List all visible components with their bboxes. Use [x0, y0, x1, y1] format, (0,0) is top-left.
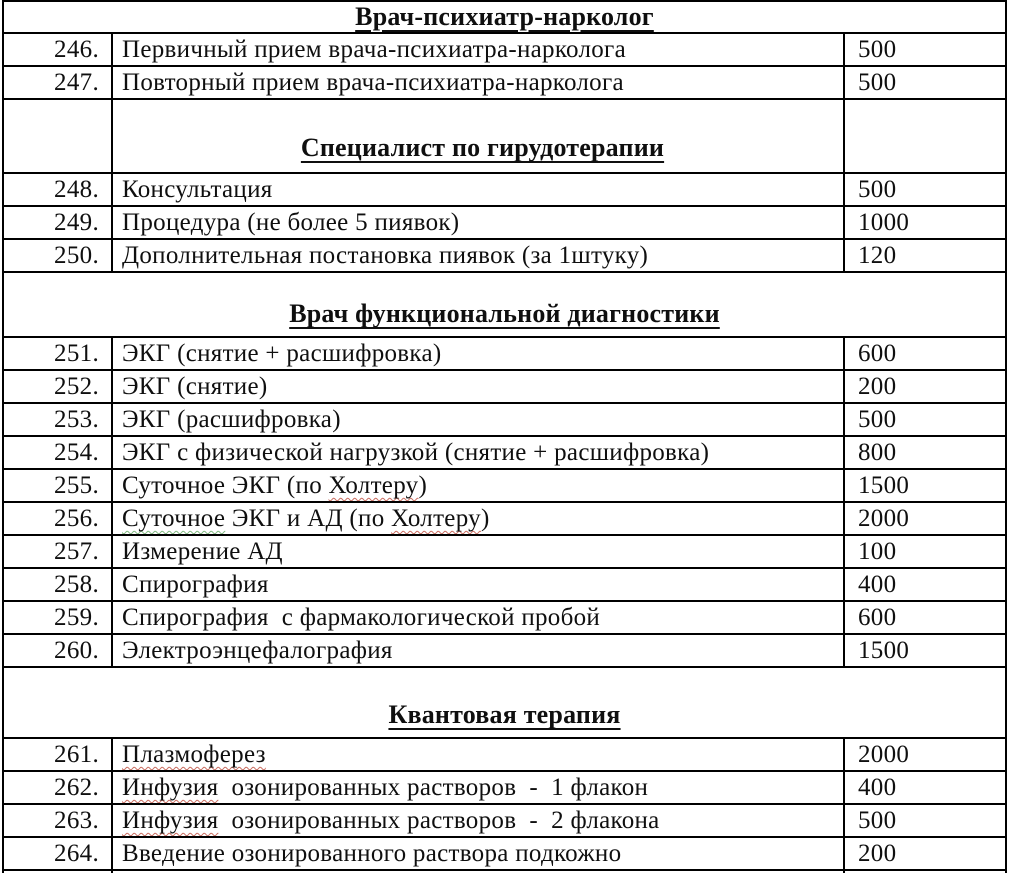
price-cell: 200 — [845, 371, 1007, 402]
spellcheck-marked-text: Инфузия — [122, 773, 219, 801]
service-text: ЭКГ (снятие) — [122, 372, 268, 400]
price-table — [2, 0, 1007, 873]
row-number-cell: 252. — [4, 371, 113, 402]
row-number-cell: 250. — [4, 240, 113, 271]
price-cell: 500 — [845, 805, 1007, 836]
table-row — [4, 470, 1007, 503]
row-number-cell: 264. — [4, 838, 113, 869]
price-cell: 600 — [845, 602, 1007, 633]
table-row — [4, 602, 1007, 635]
service-cell — [113, 635, 845, 666]
table-row — [4, 739, 1007, 772]
service-text: ЭКГ (снятие + расшифровка) — [122, 339, 442, 367]
section-cell — [4, 2, 1007, 32]
section-header-row — [4, 100, 1007, 174]
service-text: озонированных растворов - 2 флакона — [218, 806, 660, 834]
table-row — [4, 838, 1007, 871]
table-row — [4, 772, 1007, 805]
table-row — [4, 67, 1007, 100]
service-cell — [113, 100, 845, 172]
price-cell: 1500 — [845, 470, 1007, 501]
service-text: Суточное ЭКГ (по — [122, 471, 329, 499]
price-cell: 500 — [845, 34, 1007, 65]
service-text: ) — [418, 471, 428, 499]
service-cell — [113, 602, 845, 633]
table-row — [4, 34, 1007, 67]
service-text: Измерение АД — [122, 537, 283, 565]
service-text: ЭКГ и АД (по — [225, 504, 392, 532]
row-number-cell: 253. — [4, 404, 113, 435]
service-text: озонированных растворов - 1 флакон — [218, 773, 649, 801]
row-number-cell: 258. — [4, 569, 113, 600]
price-cell: 400 — [845, 569, 1007, 600]
row-number-cell: 255. — [4, 470, 113, 501]
price-cell: 600 — [845, 338, 1007, 369]
service-cell — [113, 240, 845, 271]
price-cell: 1000 — [845, 207, 1007, 238]
table-row — [4, 338, 1007, 371]
row-number-cell: 254. — [4, 437, 113, 468]
service-cell — [113, 739, 845, 770]
service-text: Спирография с фармакологической пробой — [122, 603, 601, 631]
section-cell — [4, 273, 1007, 336]
service-cell — [113, 569, 845, 600]
service-cell — [113, 838, 845, 869]
price-cell: 120 — [845, 240, 1007, 271]
service-text: Введение озонированного раствора подкожно — [122, 839, 622, 867]
service-text: ЭКГ (расшифровка) — [122, 405, 341, 433]
table-row — [4, 503, 1007, 536]
table-row — [4, 635, 1007, 668]
row-number-cell: 260. — [4, 635, 113, 666]
price-cell: 500 — [845, 174, 1007, 205]
table-row — [4, 569, 1007, 602]
section-title: Врач функциональной диагностики — [289, 299, 720, 329]
row-number-cell: 249. — [4, 207, 113, 238]
price-cell: 100 — [845, 536, 1007, 567]
table-row — [4, 805, 1007, 838]
row-number-cell: 261. — [4, 739, 113, 770]
table-row — [4, 371, 1007, 404]
row-number-cell: 248. — [4, 174, 113, 205]
row-number-cell: 259. — [4, 602, 113, 633]
price-cell: 2000 — [845, 739, 1007, 770]
service-cell — [113, 34, 845, 65]
row-number-cell: 262. — [4, 772, 113, 803]
row-number-cell: 257. — [4, 536, 113, 567]
section-title: Квантовая терапия — [388, 700, 621, 730]
table-row — [4, 240, 1007, 273]
price-cell: 2000 — [845, 503, 1007, 534]
service-cell — [113, 470, 845, 501]
service-text: ЭКГ с физической нагрузкой (снятие + расшифровка) — [122, 438, 710, 466]
service-cell — [113, 404, 845, 435]
service-cell — [113, 207, 845, 238]
spellcheck-marked-text: Инфузия — [122, 806, 219, 834]
price-cell: 500 — [845, 404, 1007, 435]
service-text: Консультация — [122, 175, 273, 203]
service-cell — [113, 805, 845, 836]
table-row — [4, 404, 1007, 437]
service-cell — [113, 437, 845, 468]
service-text: ) — [480, 504, 490, 532]
price-cell: 200 — [845, 838, 1007, 869]
row-number-cell: 246. — [4, 34, 113, 65]
section-title: Врач-психиатр-нарколог — [355, 2, 654, 31]
spellcheck-marked-text: Суточное — [122, 504, 226, 532]
service-text: Процедура (не более 5 пиявок) — [122, 208, 460, 236]
service-text: Повторный прием врача-психиатра-нарколога — [122, 68, 624, 96]
table-row — [4, 174, 1007, 207]
service-cell — [113, 536, 845, 567]
section-title: Специалист по гирудотерапии — [300, 133, 665, 163]
service-text: Первичный прием врача-психиатра-нарколога — [122, 35, 627, 63]
service-cell — [113, 174, 845, 205]
table-row — [4, 207, 1007, 240]
price-cell: 1500 — [845, 635, 1007, 666]
service-text: Спирография — [122, 570, 269, 598]
row-number-cell — [4, 100, 113, 172]
service-cell — [113, 371, 845, 402]
row-number-cell: 263. — [4, 805, 113, 836]
section-header-row — [4, 2, 1007, 34]
price-cell — [845, 100, 1007, 172]
price-cell: 400 — [845, 772, 1007, 803]
row-number-cell: 247. — [4, 67, 113, 98]
service-text: Дополнительная постановка пиявок (за 1штуку) — [122, 241, 649, 269]
spellcheck-marked-text: Холтеру — [391, 504, 481, 532]
price-cell: 800 — [845, 437, 1007, 468]
price-cell: 500 — [845, 67, 1007, 98]
table-row — [4, 536, 1007, 569]
service-cell — [113, 67, 845, 98]
row-number-cell: 256. — [4, 503, 113, 534]
section-cell — [4, 668, 1007, 737]
spellcheck-marked-text: Плазмоферез — [122, 740, 266, 768]
spellcheck-marked-text: Холтеру — [328, 471, 419, 499]
section-header-row — [4, 273, 1007, 338]
service-text: Электроэнцефалография — [122, 636, 393, 664]
section-header-row — [4, 668, 1007, 739]
service-cell — [113, 338, 845, 369]
service-cell — [113, 772, 845, 803]
service-cell — [113, 503, 845, 534]
row-number-cell: 251. — [4, 338, 113, 369]
table-row — [4, 437, 1007, 470]
